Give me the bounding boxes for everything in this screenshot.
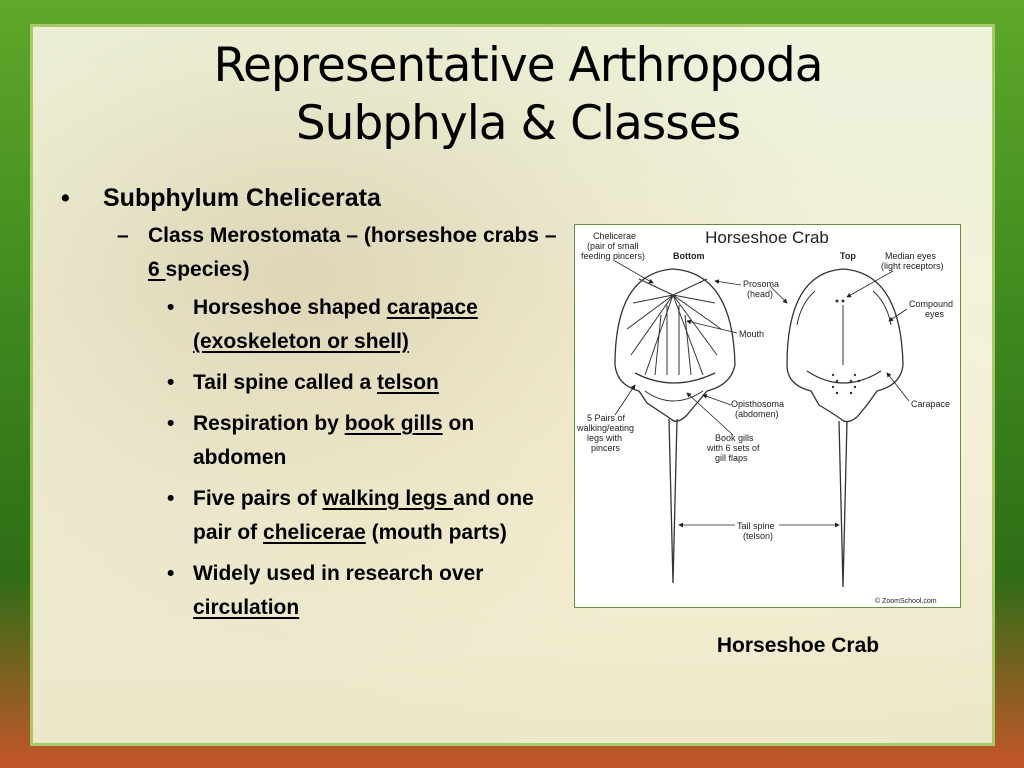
label-legs-4: pincers xyxy=(591,443,621,453)
item1-text: Horseshoe shaped xyxy=(193,296,387,319)
label-prosoma-2: (head) xyxy=(747,289,774,299)
title-line-2: Subphyla & Classes xyxy=(295,96,741,151)
label-legs-2: walking/eating xyxy=(577,423,635,433)
item4-text-mid: and one pair of xyxy=(193,487,534,544)
figure-credit: © ZoomSchool.com xyxy=(875,598,937,605)
dash-icon: – xyxy=(117,224,129,247)
label-opisthosoma-2: (abdomen) xyxy=(735,409,779,419)
label-opisthosoma: Opisthosoma xyxy=(731,399,785,409)
gill-dots xyxy=(832,300,860,395)
bullet-legs xyxy=(61,482,561,550)
bottom-label: Bottom xyxy=(673,251,705,261)
slide xyxy=(30,24,995,746)
subphylum-text: Subphylum Chelicerata xyxy=(103,184,381,212)
item4-text-end: (mouth parts) xyxy=(365,521,507,544)
bullet-research xyxy=(61,557,561,625)
label-median-eyes: Median eyes xyxy=(885,251,937,261)
item5-underlined: circulation xyxy=(193,596,300,619)
species-count: 6 xyxy=(148,258,166,281)
label-compound-eyes-2: eyes xyxy=(925,309,945,319)
bullet-dot-icon: • xyxy=(167,562,175,585)
item4-text: Five pairs of xyxy=(193,487,323,510)
figure-caption: Horseshoe Crab xyxy=(716,634,880,657)
bullet-dot-icon: • xyxy=(167,487,175,510)
label-legs: 5 Pairs of xyxy=(587,413,626,423)
label-tail-spine-2: (telson) xyxy=(743,531,774,541)
bullet-carapace xyxy=(61,291,561,359)
diagram-svg xyxy=(575,225,960,607)
bullet-subphylum xyxy=(61,181,561,215)
bullet-dot-icon: • xyxy=(61,184,70,212)
label-chelicerae-3: feeding pincers) xyxy=(581,251,646,261)
label-mouth: Mouth xyxy=(739,329,765,339)
bullet-dot-icon: • xyxy=(167,296,175,319)
label-prosoma: Prosoma xyxy=(743,279,780,289)
label-book-gills: Book gills xyxy=(715,433,754,443)
label-carapace: Carapace xyxy=(911,399,951,409)
item5-text: Widely used in research over xyxy=(193,562,484,585)
label-chelicerae-2: (pair of small xyxy=(587,241,639,251)
class-text: Class Merostomata – (horseshoe crabs – xyxy=(148,224,557,247)
item2-underlined: telson xyxy=(377,371,439,394)
item3-underlined: book gills xyxy=(344,412,443,435)
item4-underlined-legs: walking legs xyxy=(322,487,454,510)
label-chelicerae: Chelicerae xyxy=(593,231,637,241)
title-line-1: Representative Arthropoda xyxy=(213,38,823,93)
pointer-lines xyxy=(615,261,909,525)
figure-heading: Horseshoe Crab xyxy=(705,228,829,247)
bullet-class xyxy=(61,219,561,287)
label-compound-eyes: Compound xyxy=(909,299,954,309)
top-label: Top xyxy=(840,251,856,261)
slide-title xyxy=(73,37,963,153)
item3-text-end: on abdomen xyxy=(193,412,475,469)
label-median-eyes-2: (light receptors) xyxy=(881,261,944,271)
class-text-end: species) xyxy=(165,258,250,281)
item3-text: Respiration by xyxy=(193,412,345,435)
horseshoe-crab-diagram xyxy=(574,224,961,608)
label-book-gills-3: gill flaps xyxy=(715,453,748,463)
item4-underlined-chelicerae: chelicerae xyxy=(263,521,366,544)
label-legs-3: legs with xyxy=(587,433,623,443)
label-book-gills-2: with 6 sets of xyxy=(707,443,760,453)
item1-underlined: carapace (exoskeleton or shell) xyxy=(193,296,478,353)
label-tail-spine: Tail spine xyxy=(737,521,775,531)
item2-text: Tail spine called a xyxy=(193,371,378,394)
crab-top-view xyxy=(787,269,903,587)
bullet-book-gills xyxy=(61,407,561,475)
bullet-list xyxy=(61,181,561,632)
bullet-telson xyxy=(61,366,561,400)
bullet-dot-icon: • xyxy=(167,412,175,435)
bullet-dot-icon: • xyxy=(167,371,175,394)
